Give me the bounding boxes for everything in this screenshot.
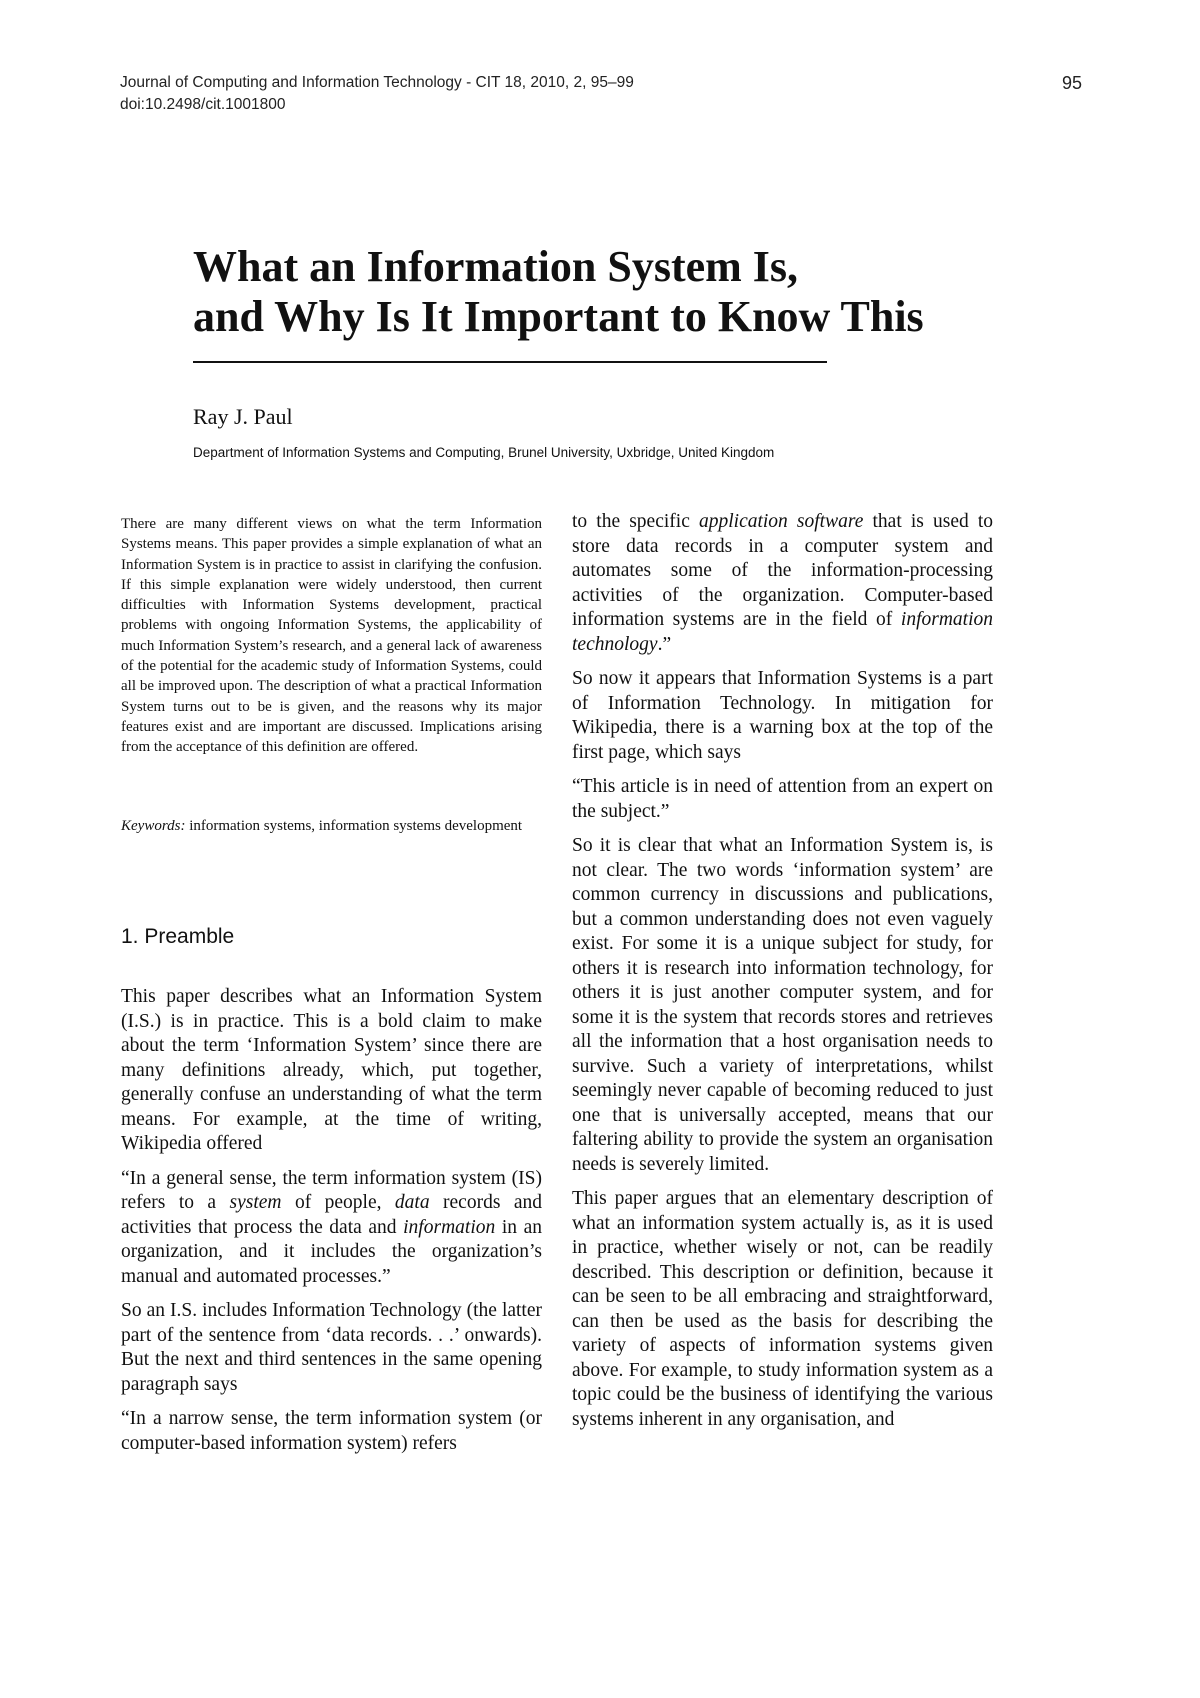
abstract bbox=[121, 514, 542, 758]
paragraph: This paper argues that an elementary description of what an information system actually is, as it is used in practice, whether wisely or not, can be readily described. This description or definition, because it can be seen to be all embracing and straightforward, can then be used as the basis for describing the variety of aspects of information systems given above. For example, to study information system as a topic could be the business of identifying the various systems inherent in any organisation, and bbox=[572, 1188, 993, 1430]
affiliation: Department of Information Systems and Computing, Brunel University, Uxbridge, United Kingdom bbox=[193, 445, 775, 460]
quote-wikipedia-general: “In a general sense, the term information system (IS) refers to a system of people, data records and activities that process the data and information in an organization, and it includes the organization’s manual and automated processes.” bbox=[121, 1167, 543, 1287]
quote-wikipedia-narrow-start: “In a narrow sense, the term information system (or computer-based information system) refers bbox=[121, 1408, 542, 1454]
keywords-text: information systems, information systems development bbox=[185, 818, 523, 834]
keywords bbox=[121, 817, 542, 836]
title-line-1: What an Information System Is, bbox=[193, 242, 799, 291]
left-column-body bbox=[121, 985, 542, 1466]
page-number: 95 bbox=[1061, 73, 1082, 93]
doi: doi:10.2498/cit.1001800 bbox=[120, 96, 286, 113]
paragraph: So an I.S. includes Information Technology (the latter part of the sentence from ‘data records. . .’ onwards). But the next and third sentences in the same opening paragraph says bbox=[121, 1300, 542, 1395]
author-name: Ray J. Paul bbox=[193, 404, 293, 429]
paragraph: So it is clear that what an Information System is, is not clear. The two words ‘information system’ are common currency in discussions and publications, but a common understanding does not even vaguely exist. For some it is a unique subject for study, for others it is research into information technology, for others it is just another computer system, and for some it is the system that records stores and retrieves all the information that a host organisation needs to survive. Such a variety of interpretations, whilst seemingly never capable of becoming reduced to just one that is universally accepted, means that our faltering ability to provide the system an organisation needs is severely limited. bbox=[572, 835, 993, 1175]
section-heading-preamble: 1. Preamble bbox=[121, 925, 235, 948]
quote-warning-box: “This article is in need of attention from an expert on the subject.” bbox=[572, 776, 993, 822]
title-rule bbox=[193, 361, 827, 363]
title-line-2: and Why Is It Important to Know This bbox=[193, 292, 924, 341]
right-column-body bbox=[572, 510, 993, 1442]
abstract-text: There are many different views on what the term Information Systems means. This paper provides a simple explanation of what an Information System is in practice to assist in clarifying the confusion. If this simple explanation were widely understood, then current difficulties with Information Systems development, practical problems with ongoing Information Systems, the applicability of much Information System’s research, and a general lack of awareness of the potential for the academic study of Information Systems, could all be improved upon. The description of what a practical Information System turns out to be is given, and the reasons why its major features exist and are important are discussed. Implications arising from the acceptance of this definition are offered. bbox=[121, 516, 542, 756]
paragraph: This paper describes what an Information System (I.S.) is in practice. This is a bold claim to make about the term ‘Information System’ since there are many definitions already, which, put together, generally confuse an understanding of what the term means. For example, at the time of writing, Wikipedia offered bbox=[121, 986, 542, 1154]
quote-wikipedia-narrow-end: to the specific application software that is used to store data records in a computer system and automates some of the information-processing activities of the organization. Computer-based information systems are in the field of information technology.” bbox=[572, 511, 994, 655]
paragraph: So now it appears that Information Systems is a part of Information Technology. In mitigation for Wikipedia, there is a warning box at the top of the first page, which says bbox=[572, 668, 993, 763]
journal-header bbox=[120, 72, 820, 116]
journal-citation: Journal of Computing and Information Technology - CIT 18, 2010, 2, 95–99 bbox=[120, 74, 634, 91]
paper-title bbox=[193, 242, 1073, 342]
keywords-label: Keywords: bbox=[121, 818, 186, 834]
